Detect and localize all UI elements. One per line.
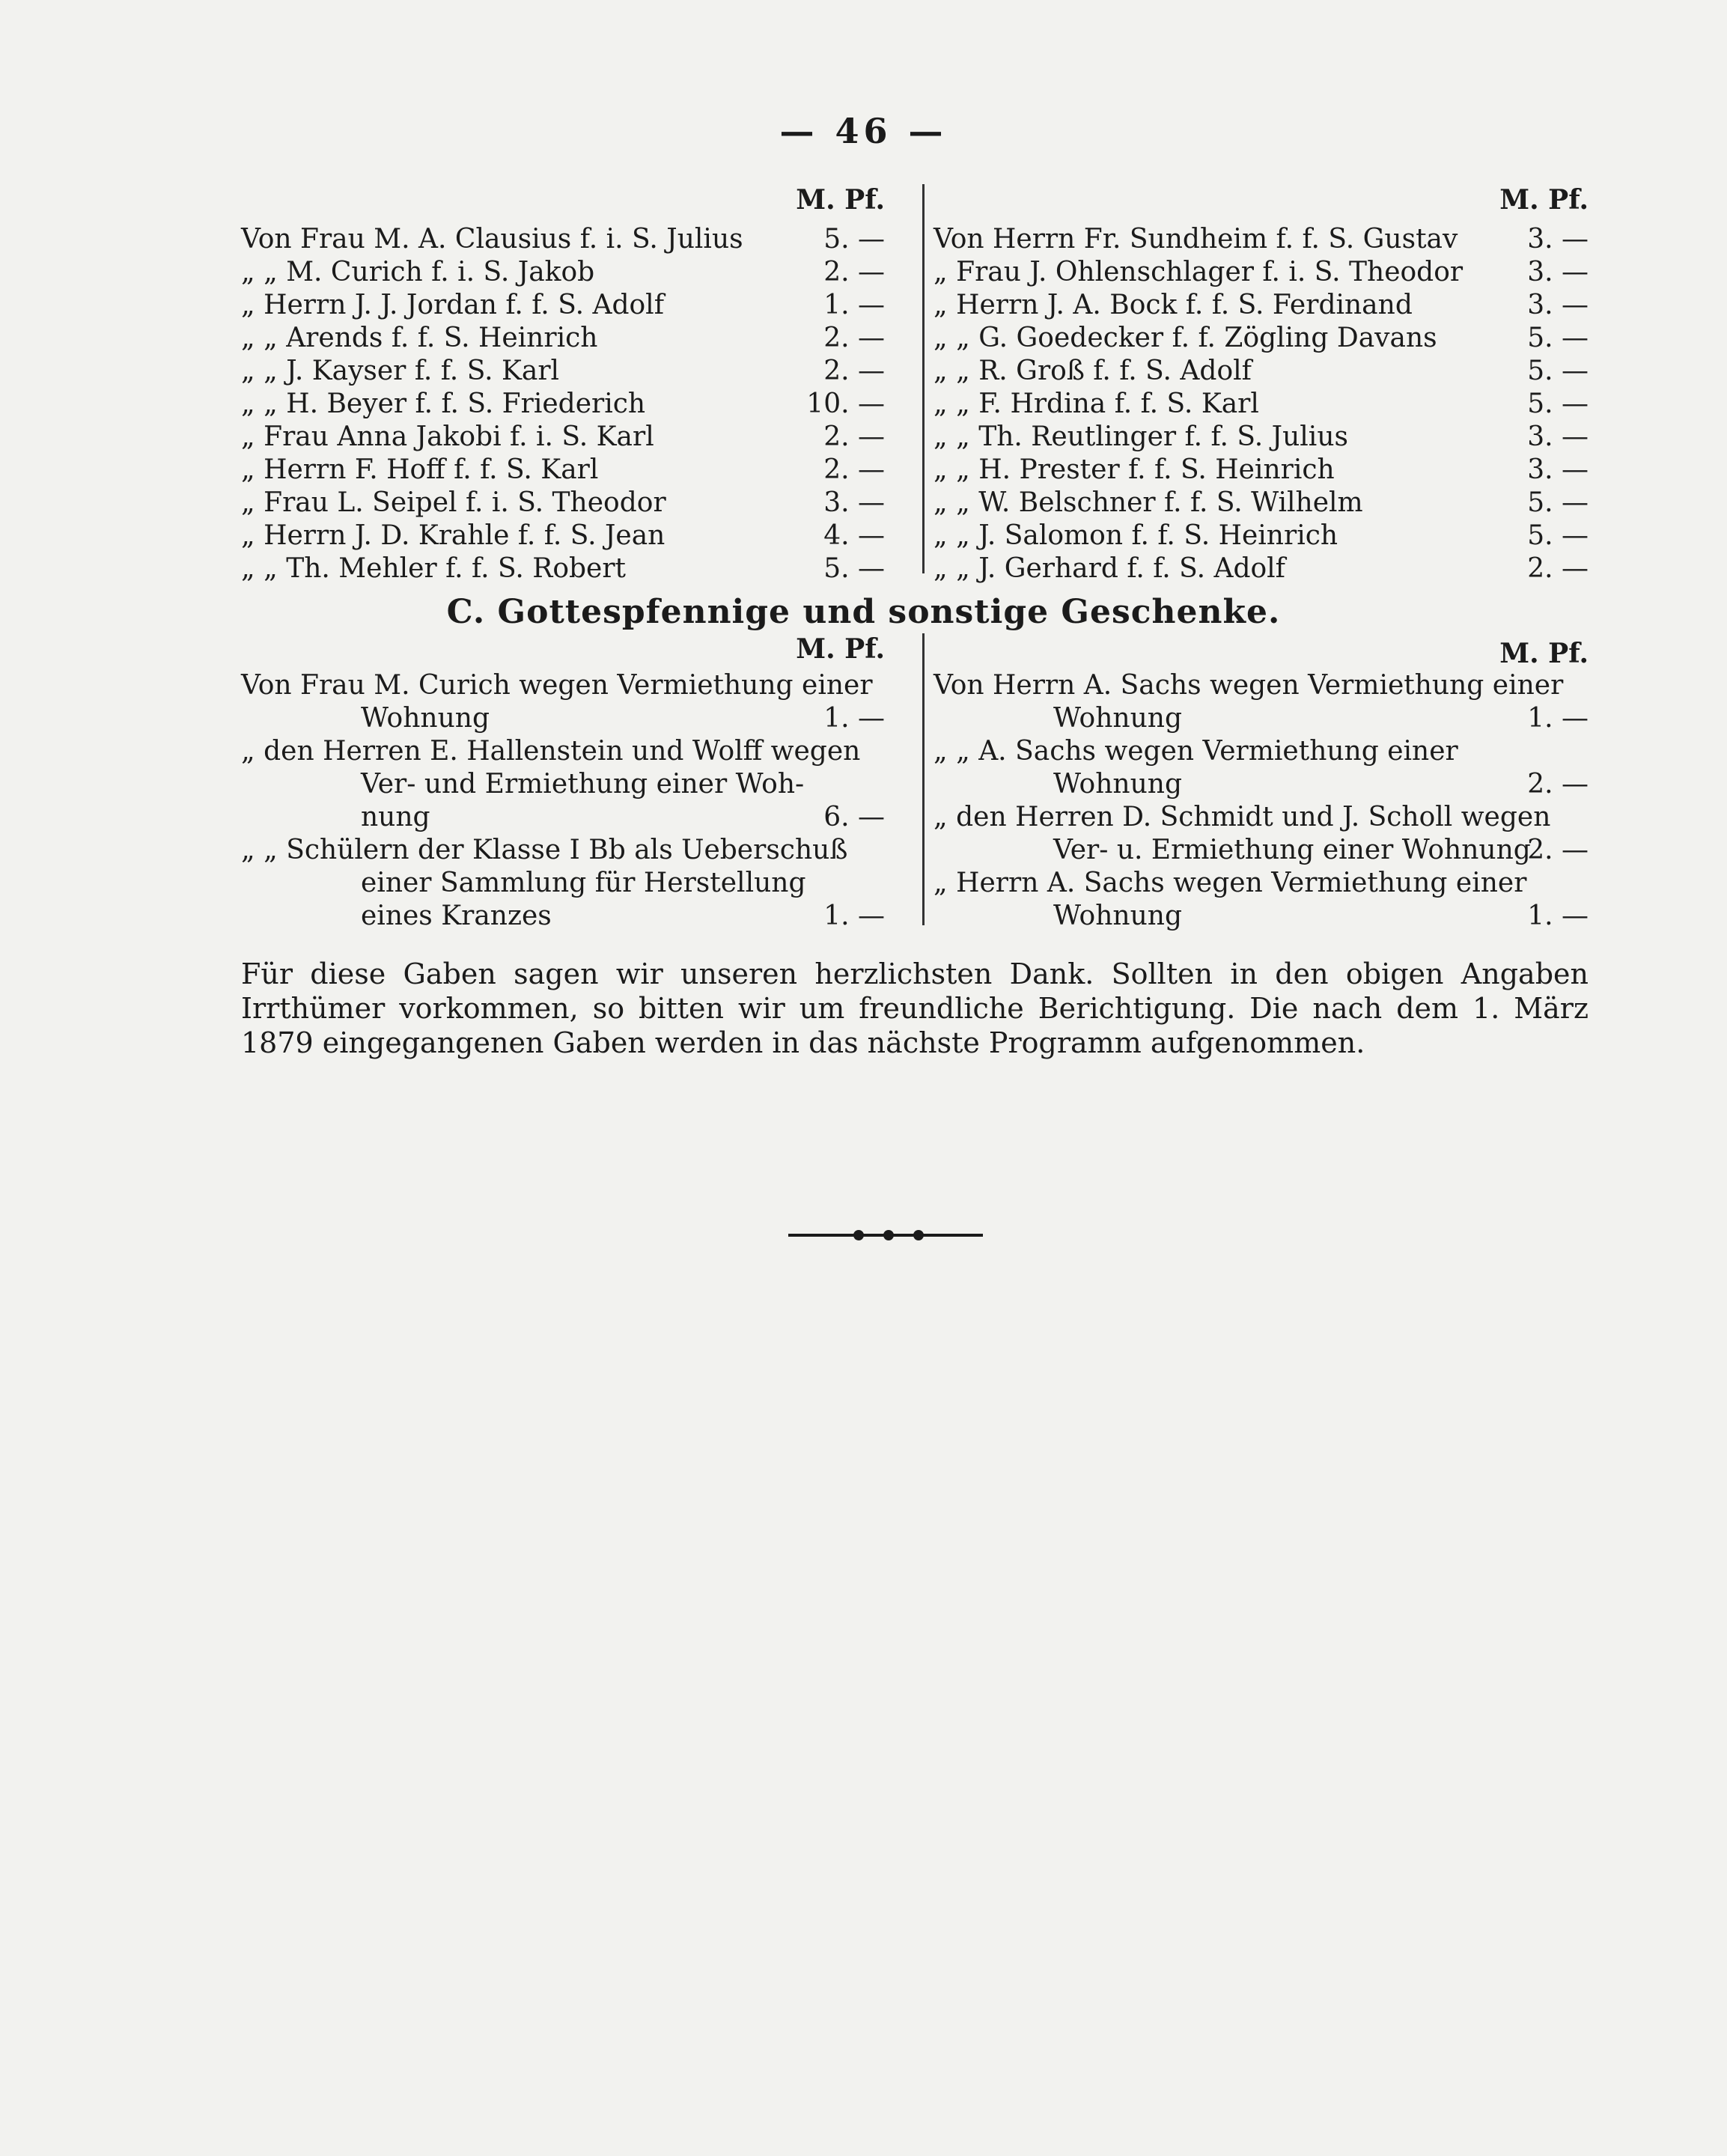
gift-text-line: Wohnung <box>1053 769 1183 800</box>
donation-row <box>241 355 900 388</box>
donation-amount: 3. — <box>1527 290 1589 320</box>
donor-text: „ Herrn J. D. Krahle f. f. S. Jean <box>241 520 665 551</box>
gift-text-line: Von Frau M. Curich wegen Vermiethung einer <box>241 670 873 701</box>
section-c-title: C. Gottespfennige und sonstige Geschenke. <box>446 593 1281 631</box>
donation-row <box>241 552 900 585</box>
donation-amount: 3. — <box>1527 454 1589 485</box>
gift-text-line: Ver- und Ermiethung einer Woh- <box>361 769 805 800</box>
donation-amount: 2. — <box>823 323 885 353</box>
donation-amount: 5. — <box>1527 520 1589 551</box>
gift-text-line: „ Herrn A. Sachs wegen Vermiethung einer <box>933 868 1527 898</box>
gift-text-line: Von Herrn A. Sachs wegen Vermiethung einer <box>933 670 1564 701</box>
donation-row <box>933 552 1603 585</box>
donation-amount: 5. — <box>1527 323 1589 353</box>
donor-text: „ „ H. Prester f. f. S. Heinrich <box>933 454 1335 485</box>
donation-amount: 2. — <box>1527 553 1589 584</box>
donation-row <box>933 256 1603 289</box>
donation-row <box>241 520 900 552</box>
donation-amount: 5. — <box>823 553 885 584</box>
donation-amount: 10. — <box>806 389 885 419</box>
amount-header: M. Pf. <box>796 633 885 665</box>
column-divider <box>922 184 925 573</box>
gift-amount: 1. — <box>823 703 885 734</box>
donation-amount: 3. — <box>1527 224 1589 255</box>
donation-amount: 5. — <box>1527 389 1589 419</box>
donor-text: „ Frau L. Seipel f. i. S. Theodor <box>241 487 666 518</box>
donation-row <box>933 223 1603 256</box>
donation-row <box>241 388 900 421</box>
donation-row <box>933 289 1603 322</box>
gift-text-line: eines Kranzes <box>361 901 552 931</box>
donor-text: Von Herrn Fr. Sundheim f. f. S. Gustav <box>933 224 1458 255</box>
donor-text: „ „ H. Beyer f. f. S. Friederich <box>241 389 646 419</box>
donation-row <box>241 454 900 487</box>
donation-row <box>933 388 1603 421</box>
gift-text-line: einer Sammlung für Herstellung <box>361 868 806 898</box>
column-divider <box>922 633 925 925</box>
gift-text-line: Wohnung <box>1053 901 1183 931</box>
gift-amount: 1. — <box>1527 703 1589 734</box>
donation-amount: 4. — <box>823 520 885 551</box>
donor-text: „ „ G. Goedecker f. f. Zögling Davans <box>933 323 1437 353</box>
donation-row <box>241 256 900 289</box>
donation-amount: 2. — <box>823 356 885 386</box>
decorative-rule-dot <box>913 1230 924 1240</box>
decorative-rule-dot <box>853 1230 864 1240</box>
amount-header: M. Pf. <box>1499 638 1589 669</box>
gift-text-line: „ „ A. Sachs wegen Vermiethung einer <box>933 736 1458 767</box>
donation-amount: 1. — <box>823 290 885 320</box>
donor-text: „ „ J. Kayser f. f. S. Karl <box>241 356 560 386</box>
donation-amount: 2. — <box>823 421 885 452</box>
donation-row <box>241 223 900 256</box>
donation-amount: 2. — <box>823 257 885 287</box>
donor-text: „ Herrn F. Hoff f. f. S. Karl <box>241 454 599 485</box>
donor-text: „ „ Arends f. f. S. Heinrich <box>241 323 598 353</box>
donation-row <box>933 454 1603 487</box>
donor-text: „ „ W. Belschner f. f. S. Wilhelm <box>933 487 1363 518</box>
gift-text-line: Wohnung <box>361 703 490 734</box>
gift-amount: 2. — <box>1527 835 1589 865</box>
donor-text: „ „ F. Hrdina f. f. S. Karl <box>933 389 1259 419</box>
donation-row <box>933 421 1603 454</box>
gift-text-line: „ den Herren E. Hallenstein und Wolff wegen <box>241 736 861 767</box>
donation-amount: 5. — <box>823 224 885 255</box>
donor-text: „ „ Th. Mehler f. f. S. Robert <box>241 553 627 584</box>
donation-row <box>241 322 900 355</box>
donation-row <box>241 421 900 454</box>
donor-text: „ „ R. Groß f. f. S. Adolf <box>933 356 1252 386</box>
donor-text: „ Herrn J. J. Jordan f. f. S. Adolf <box>241 290 665 320</box>
gift-text-line: nung <box>361 802 430 832</box>
gift-text-line: Wohnung <box>1053 703 1183 734</box>
gift-text-line: „ den Herren D. Schmidt und J. Scholl wegen <box>933 802 1551 832</box>
donation-row <box>933 487 1603 520</box>
amount-header: M. Pf. <box>796 184 885 216</box>
gift-amount: 6. — <box>823 802 885 832</box>
donation-row <box>933 322 1603 355</box>
donation-row <box>933 355 1603 388</box>
amount-header: M. Pf. <box>1499 184 1589 216</box>
donor-text: „ „ J. Salomon f. f. S. Heinrich <box>933 520 1338 551</box>
donation-row <box>933 520 1603 552</box>
gift-text-line: Ver- u. Ermiethung einer Wohnung <box>1053 835 1531 865</box>
closing-paragraph: Für diese Gaben sagen wir unseren herzlichsten Dank. Sollten in den obigen Angaben Irrthümer vorkommen, so bitten wir um freundliche Berichtigung. Die nach dem 1. März 1879 eingegangenen Gaben werden in das nächste Programm aufgenommen. <box>241 957 1589 1059</box>
donation-amount: 3. — <box>823 487 885 518</box>
gift-amount: 2. — <box>1527 769 1589 800</box>
donor-text: „ „ M. Curich f. i. S. Jakob <box>241 257 595 287</box>
donor-text: „ „ J. Gerhard f. f. S. Adolf <box>933 553 1286 584</box>
donor-text: „ Herrn J. A. Bock f. f. S. Ferdinand <box>933 290 1413 320</box>
gift-amount: 1. — <box>1527 901 1589 931</box>
donation-amount: 3. — <box>1527 257 1589 287</box>
gift-amount: 1. — <box>823 901 885 931</box>
donor-text: „ Frau J. Ohlenschlager f. i. S. Theodor <box>933 257 1463 287</box>
donation-amount: 3. — <box>1527 421 1589 452</box>
page-number: — 46 — <box>779 111 948 151</box>
donor-text: „ „ Th. Reutlinger f. f. S. Julius <box>933 421 1348 452</box>
donation-amount: 2. — <box>823 454 885 485</box>
gift-text-line: „ „ Schülern der Klasse I Bb als Ueberschuß <box>241 835 848 865</box>
donor-text: „ Frau Anna Jakobi f. i. S. Karl <box>241 421 654 452</box>
donation-amount: 5. — <box>1527 356 1589 386</box>
donation-row <box>241 289 900 322</box>
donor-text: Von Frau M. A. Clausius f. i. S. Julius <box>241 224 743 255</box>
donation-row <box>241 487 900 520</box>
donation-amount: 5. — <box>1527 487 1589 518</box>
decorative-rule-dot <box>883 1230 894 1240</box>
